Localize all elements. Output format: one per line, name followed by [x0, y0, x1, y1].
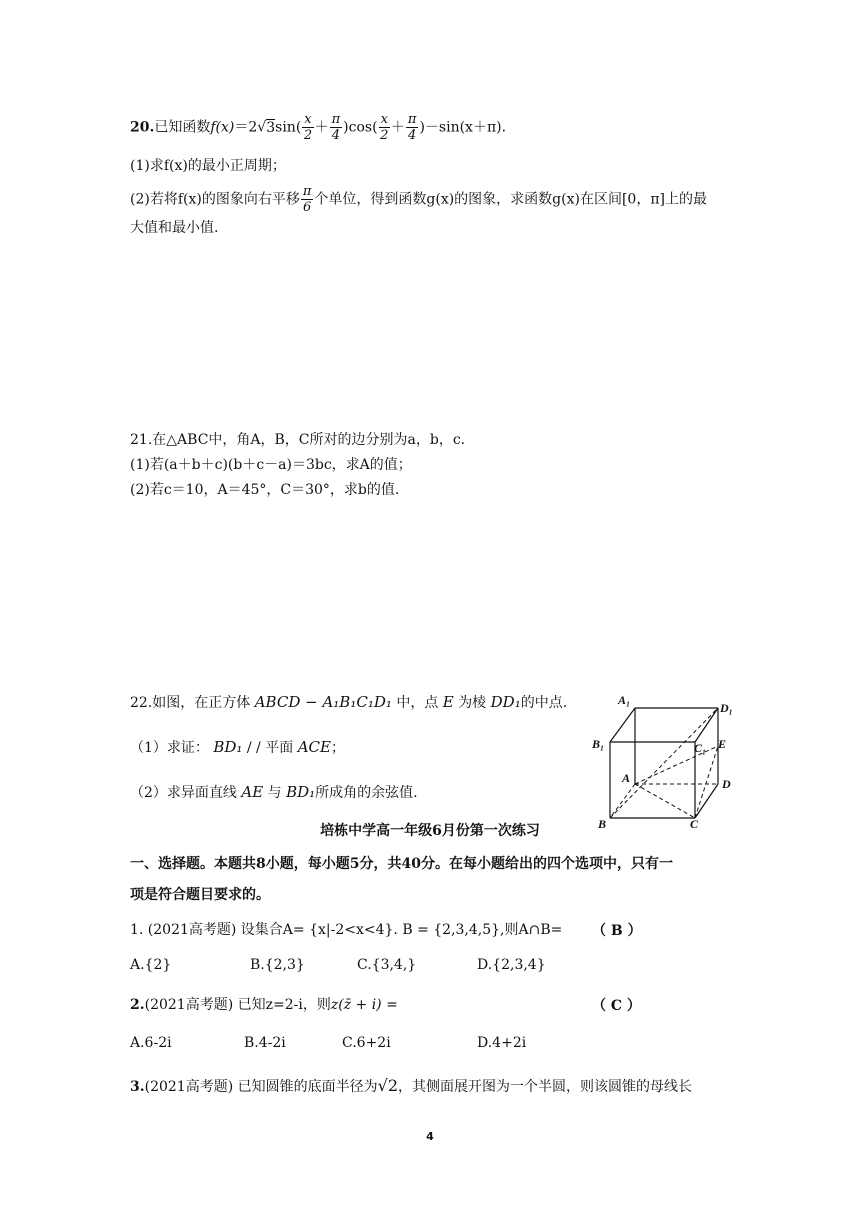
mc1-option-c: C.{3,4,}	[357, 957, 417, 973]
segment-ac	[635, 784, 695, 818]
label-c: C	[690, 817, 699, 830]
mc3-stem: 3.(2021高考题) 已知圆锥的底面半径为√2，其侧面展开图为一个半圆，则该圆锥的母线长	[130, 1076, 693, 1095]
q20-number: 20.	[130, 119, 155, 136]
exam-heading: 培栋中学高一年级6月份第一次练习	[320, 823, 540, 839]
q20-part2-line2: 大值和最小值.	[130, 220, 219, 236]
label-e: E	[718, 737, 727, 751]
mc2-option-d: D.4+2i	[477, 1035, 527, 1051]
fraction-x-over-2: $\frac{x}{2}$	[303, 112, 313, 143]
label-a1: A₁	[618, 693, 631, 707]
q22-line1: 22.如图，在正方体 ABCD − A₁B₁C₁D₁ 中，点 E 为棱 DD₁的中点.	[130, 693, 568, 711]
q22-part2: （2）求异面直线 AE 与 BD₁所成角的余弦值.	[130, 783, 418, 801]
edge-d1c1	[695, 708, 718, 742]
fraction-pi-over-4: $\frac{\pi}{4}$	[407, 112, 417, 143]
fraction-pi-over-4: $\frac{\pi}{4}$	[331, 112, 341, 143]
q21-line2: (1)若(a＋b＋c)(b＋c－a)＝3bc，求A的值；	[130, 457, 412, 473]
segment-ce	[695, 746, 718, 818]
q22-part1: （1）求证： BD₁ / / 平面 ACE；	[130, 738, 345, 756]
mc2-option-c: C.6+2i	[342, 1035, 391, 1051]
edge-ab	[610, 784, 635, 818]
q21-line1: 21.在△ABC中，角A，B，C所对的边分别为a，b，c.	[130, 432, 466, 448]
section1-line1: 一、选择题。本题共8小题，每小题5分，共40分。在每小题给出的四个选项中，只有一	[130, 856, 673, 872]
sqrt-symbol: √	[257, 119, 267, 136]
q20-part2-line1: (2)若将f(x)的图象向右平移 $\frac{\pi}{6}$ 个单位，得到函数g(x)的图象，求函数g(x)在区间[0，π]上的最	[130, 184, 707, 215]
page-number: 4	[426, 1130, 434, 1143]
mc1-option-a: A.{2}	[130, 957, 172, 973]
label-d: D	[722, 777, 731, 791]
fraction-pi-over-6: $\frac{\pi}{6}$	[302, 184, 312, 215]
section1-line2: 项是符合题目要求的。	[130, 887, 270, 903]
fraction-x-over-2: $\frac{x}{2}$	[380, 112, 389, 143]
mc2-option-a: A.6-2i	[130, 1035, 172, 1051]
mc1-answer: （ B ）	[592, 923, 642, 939]
mc1-stem: 1. (2021高考题) 设集合A= {x|-2<x<4}. B = {2,3,4,5},则A∩B=	[130, 922, 563, 938]
cube-figure	[590, 690, 740, 830]
label-b1: B₁	[592, 737, 605, 751]
q20-part1: (1)求f(x)的最小正周期；	[130, 158, 286, 174]
label-c1: C₁	[694, 741, 707, 755]
edge-a1b1	[610, 708, 635, 742]
mc2-answer: （ C ）	[592, 998, 641, 1014]
mc2-stem: 2.(2021高考题) 已知z=2-i，则z(z̄ + i) =	[130, 997, 398, 1013]
mc1-option-b: B.{2,3}	[250, 957, 305, 973]
mc2-option-b: B.4-2i	[244, 1035, 286, 1051]
label-b: B	[598, 817, 607, 830]
mc1-option-d: D.{2,3,4}	[477, 957, 546, 973]
edge-dc	[695, 784, 718, 818]
q20-line1: 20.已知函数f(x)＝2√3sin( $\frac{x}{2}$ ＋ $\frac{\pi}{4}$ )cos( $\frac{x}{2}$ ＋ $\frac{\pi}{4}$ )－sin(x＋π).	[130, 112, 507, 143]
q21-line3: (2)若c＝10，A＝45°，C＝30°，求b的值.	[130, 482, 400, 498]
segment-bd1	[610, 708, 718, 818]
label-a: A	[622, 771, 631, 785]
label-d1: D₁	[720, 701, 733, 715]
